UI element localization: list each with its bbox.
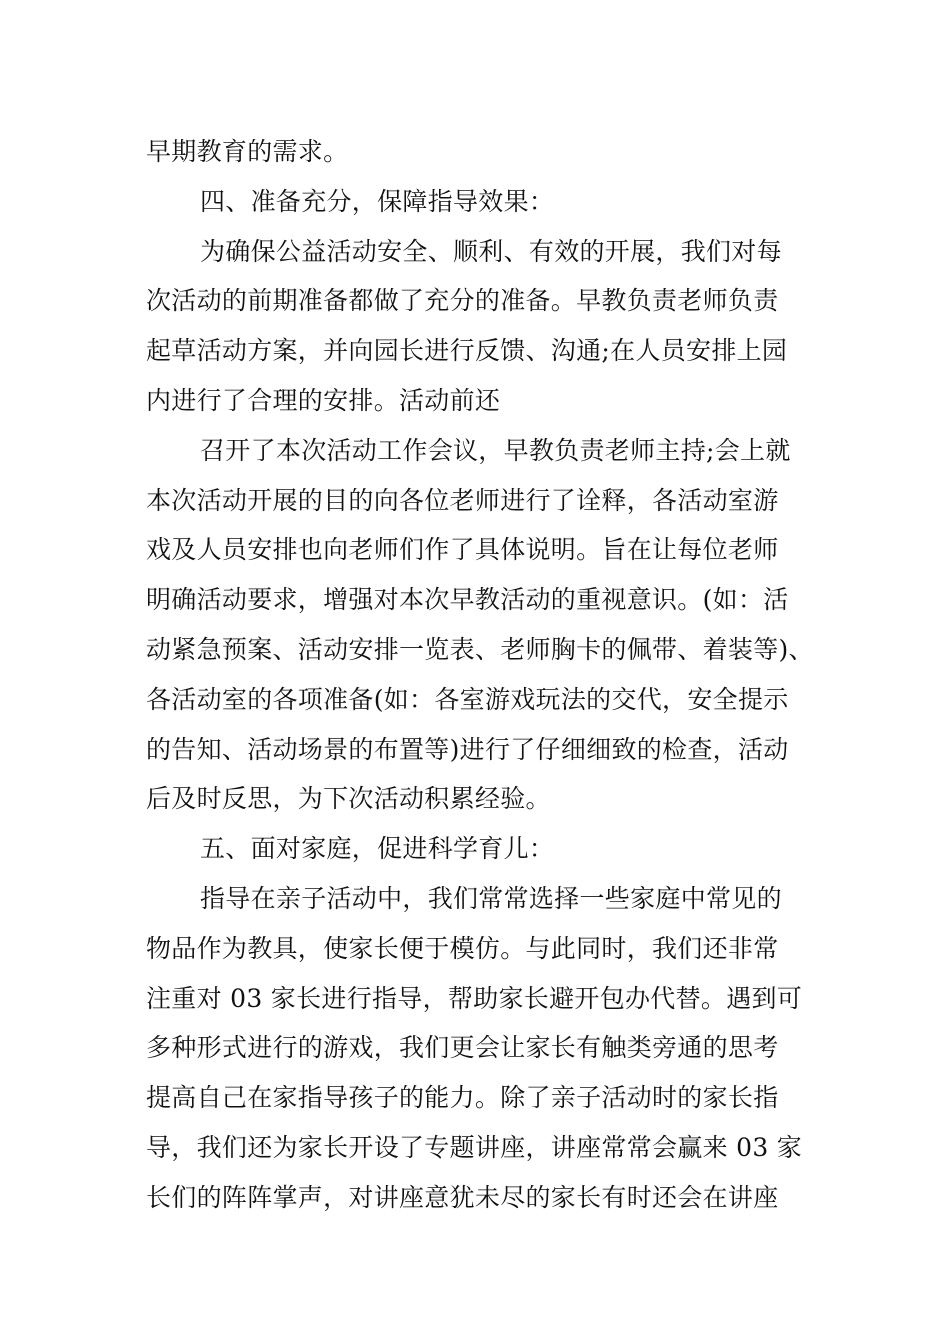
- text-line: 为确保公益活动安全、顺利、有效的开展，我们对每: [200, 236, 782, 266]
- text-line: 各活动室的各项准备(如：各室游戏玩法的交代，安全提示: [146, 684, 789, 714]
- text-line: 指导在亲子活动中，我们常常选择一些家庭中常见的: [200, 883, 782, 913]
- text-line: 本次活动开展的目的向各位老师进行了诠释，各活动室游: [146, 485, 779, 515]
- text-line: 召开了本次活动工作会议，早教负责老师主持;会上就: [200, 435, 791, 465]
- text-line: 四、准备充分，保障指导效果：: [200, 186, 555, 216]
- text-line: 注重对 03 家长进行指导，帮助家长避开包办代替。遇到可: [146, 983, 803, 1013]
- text-line: 五、面对家庭，促进科学育儿：: [200, 834, 555, 864]
- text-line: 次活动的前期准备都做了充分的准备。早教负责老师负责: [146, 286, 779, 316]
- text-line: 导，我们还为家长开设了专题讲座，讲座常常会赢来 03 家: [146, 1132, 803, 1162]
- text-line: 早期教育的需求。: [146, 137, 349, 166]
- text-line: 多种形式进行的游戏，我们更会让家长有触类旁通的思考: [146, 1033, 779, 1063]
- text-line: 的告知、活动场景的布置等)进行了仔细细致的检查，活动: [146, 734, 789, 764]
- text-line: 内进行了合理的安排。活动前还: [146, 385, 501, 415]
- text-line: 戏及人员安排也向老师们作了具体说明。旨在让每位老师: [146, 535, 779, 565]
- document-body: [146, 127, 816, 1223]
- text-line: 物品作为教具，使家长便于模仿。与此同时，我们还非常: [146, 933, 779, 963]
- text-line: 起草活动方案，并向园长进行反馈、沟通;在人员安排上园: [146, 336, 788, 366]
- text-line: 长们的阵阵掌声，对讲座意犹未尽的家长有时还会在讲座: [146, 1182, 779, 1212]
- text-line: 提高自己在家指导孩子的能力。除了亲子活动时的家长指: [146, 1083, 779, 1113]
- text-line: 明确活动要求，增强对本次早教活动的重视意识。(如：活: [146, 585, 789, 615]
- text-line: 动紧急预案、活动安排一览表、老师胸卡的佩带、着装等)、: [146, 634, 814, 664]
- text-line: 后及时反思，为下次活动积累经验。: [146, 784, 551, 814]
